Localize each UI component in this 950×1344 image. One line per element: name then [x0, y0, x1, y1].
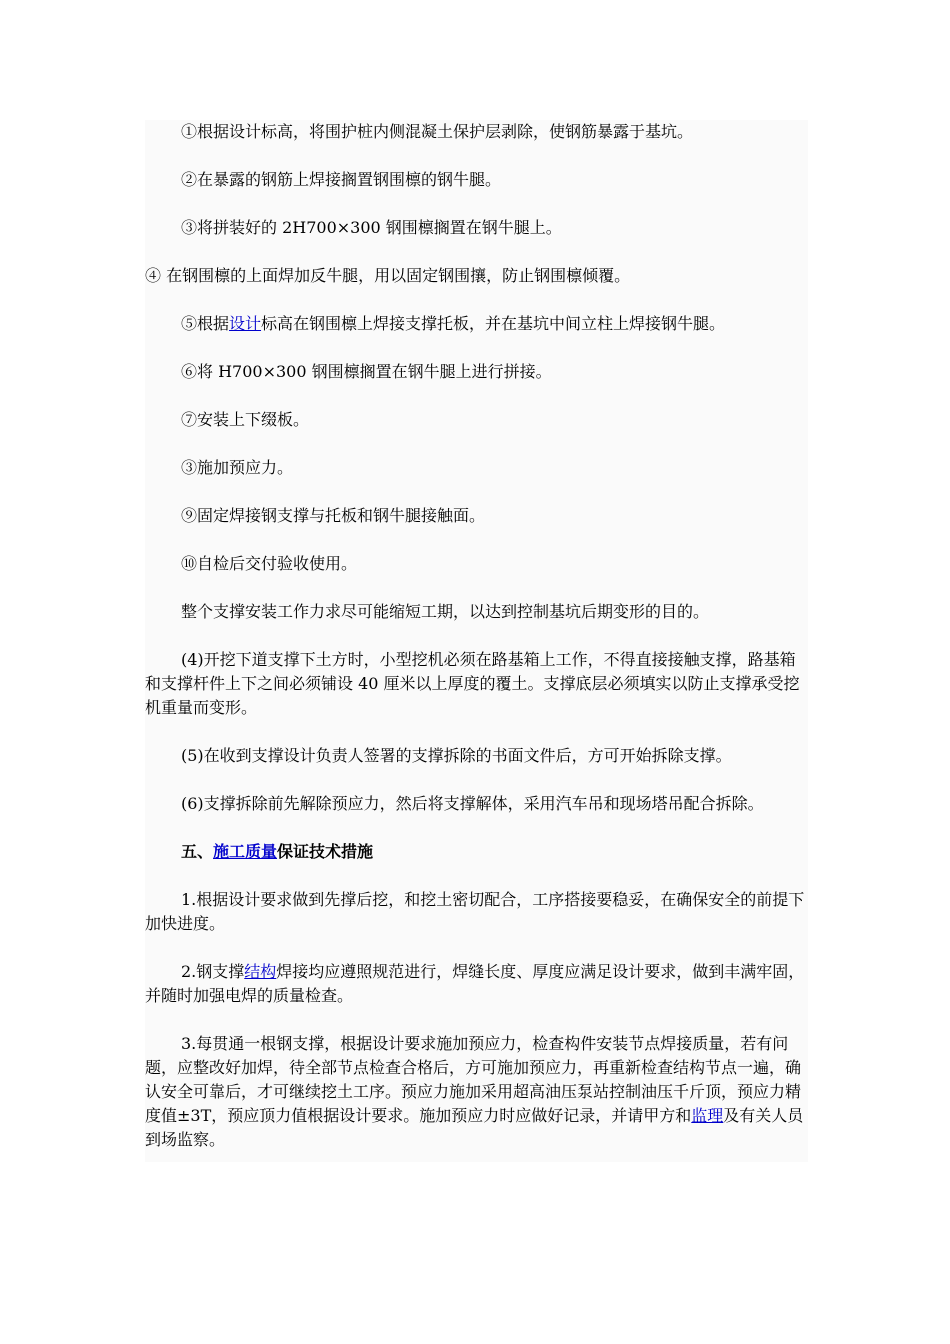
- item-4-paragraph: (4)开挖下道支撑下土方时，小型挖机必须在路基箱上工作，不得直接接触支撑，路基箱和支撑杆件上下之间必须铺设 40 厘米以上厚度的覆土。支撑底层必须填实以防止支撑承受挖机重量而变形。: [145, 650, 800, 717]
- heading-prefix: 五、: [181, 842, 214, 861]
- document-body: [145, 120, 808, 1162]
- step-5: [145, 312, 808, 336]
- measure-2: [145, 960, 808, 1008]
- summary-paragraph: 整个支撑安装工作力求尽可能缩短工期，以达到控制基坑后期变形的目的。: [181, 602, 710, 621]
- step-4: ④ 在钢围檩的上面焊加反牛腿，用以固定钢围攘，防止钢围檩倾覆。: [145, 266, 631, 285]
- structure-link[interactable]: 结构: [244, 962, 277, 981]
- step-8: ③施加预应力。: [181, 458, 294, 477]
- measure-1: 1.根据设计要求做到先撑后挖，和挖土密切配合，工序搭接要稳妥，在确保安全的前提下加快进度。: [145, 890, 805, 933]
- section-heading: [145, 840, 808, 864]
- step-1: ①根据设计标高，将围护桩内侧混凝土保护层剥除，使钢筋暴露于基坑。: [181, 122, 694, 141]
- step-6: ⑥将 H700×300 钢围檩搁置在钢牛腿上进行拼接。: [181, 362, 552, 381]
- item-6-paragraph: (6)支撑拆除前先解除预应力，然后将支撑解体，采用汽车吊和现场塔吊配合拆除。: [181, 794, 764, 813]
- heading-suffix: 保证技术措施: [277, 842, 374, 861]
- supervision-link[interactable]: 监理: [691, 1106, 724, 1125]
- measure-2-text-after: 焊接均应遵照规范进行，焊缝长度、厚度应满足设计要求，做到丰满牢固，并随时加强电焊的质量检查。: [145, 962, 805, 1005]
- construction-quality-link[interactable]: 施工质量: [213, 842, 278, 861]
- measure-2-text-before: 2.钢支撑: [181, 962, 245, 981]
- measure-3-text-before: 3.每贯通一根钢支撑，根据设计要求施加预应力，检查构件安装节点焊接质量，若有问题，应整改好加焊，待全部节点检查合格后，方可施加预应力，再重新检查结构节点一遍，确认安全可靠后，才可继续挖土工序。预应力施加采用超高油压泵站控制油压千斤顶，预应力精度值±3T，预应顶力值根据设计要求。施加预应力时应做好记录，并请甲方和: [145, 1034, 802, 1125]
- step-2: ②在暴露的钢筋上焊接搁置钢围檩的钢牛腿。: [181, 170, 502, 189]
- item-5-paragraph: (5)在收到支撑设计负责人签署的支撑拆除的书面文件后，方可开始拆除支撑。: [181, 746, 732, 765]
- design-link[interactable]: 设计: [229, 314, 262, 333]
- step-10: ⑩自检后交付验收使用。: [181, 554, 358, 573]
- measure-3: [145, 1032, 808, 1152]
- step-7: ⑦安装上下缀板。: [181, 410, 310, 429]
- step-5-text-before: ⑤根据: [181, 314, 230, 333]
- step-9: ⑨固定焊接钢支撑与托板和钢牛腿接触面。: [181, 506, 486, 525]
- step-3: ③将拼装好的 2H700×300 钢围檩搁置在钢牛腿上。: [181, 218, 562, 237]
- measure-3-text-after: 及有关人员到场监察。: [145, 1106, 804, 1149]
- step-5-text-after: 标高在钢围檩上焊接支撑托板，并在基坑中间立柱上焊接钢牛腿。: [261, 314, 726, 333]
